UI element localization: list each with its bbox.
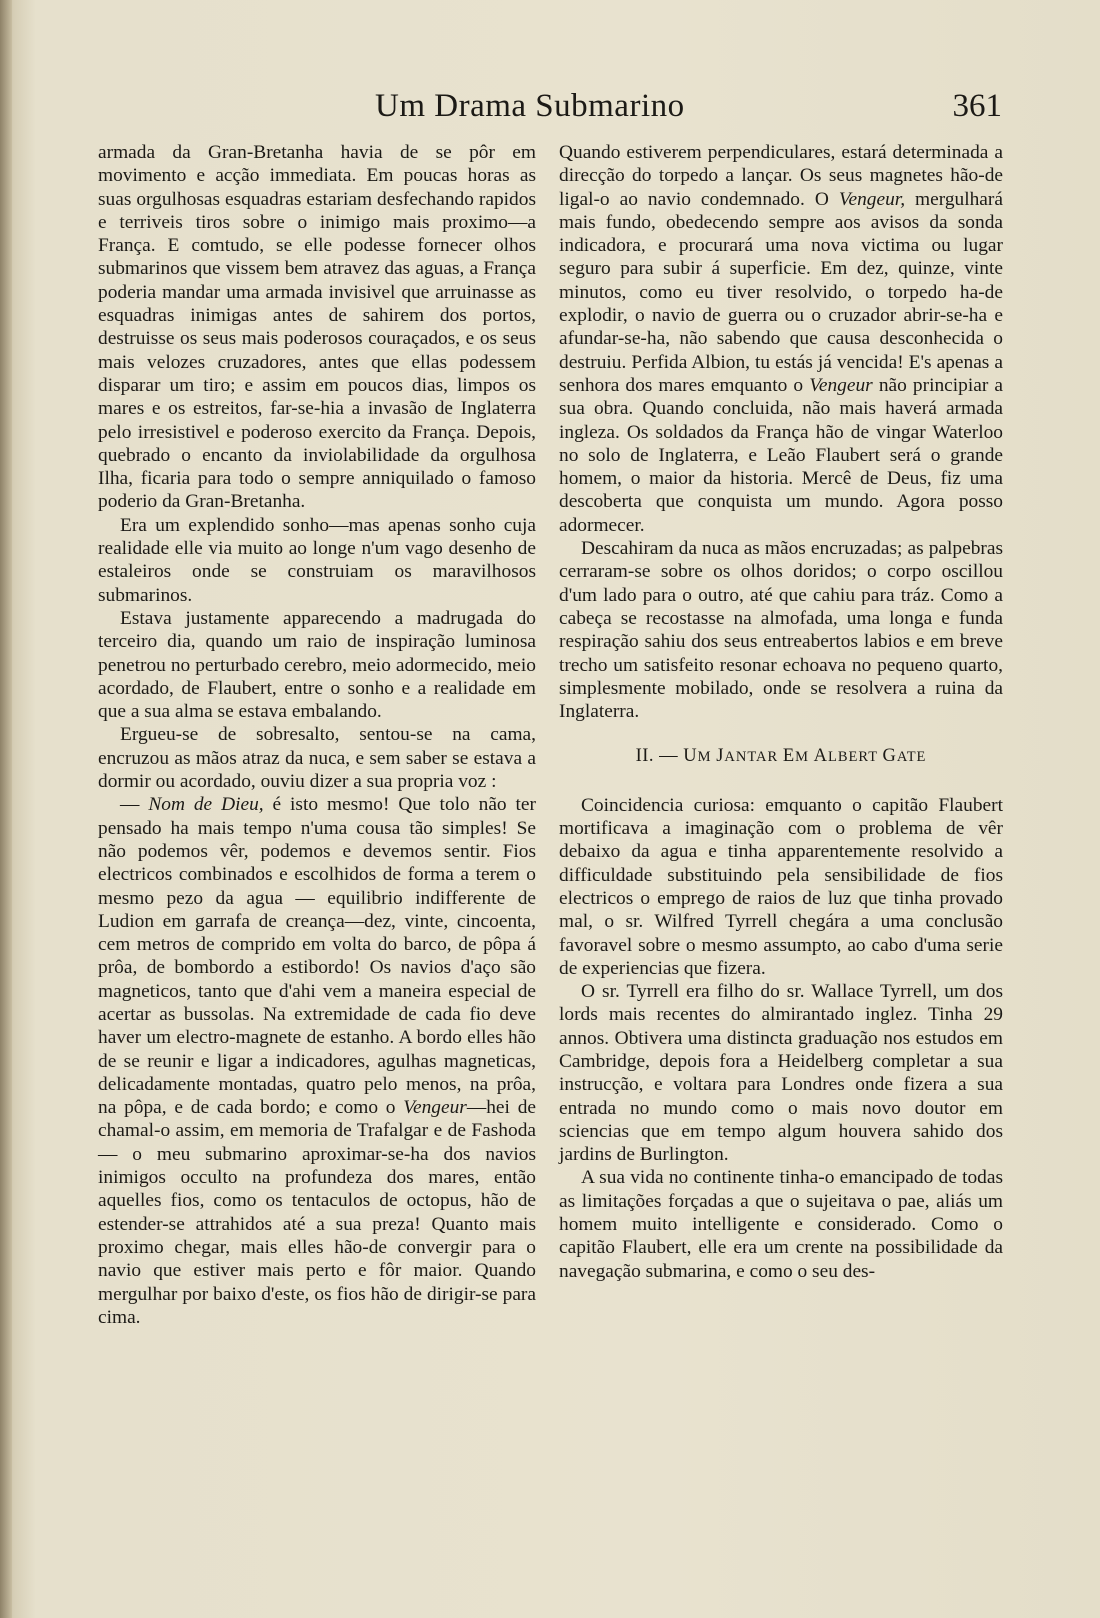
running-head [98, 88, 1002, 134]
paragraph: Descahiram da nuca as mãos encruzadas; as palpebras cerraram-se sobre os olhos doridos; o corpo oscillou d'um lado para o outro, até que cahiu para tráz. Como a cabeça se recostasse na almofada, uma longa e funda respiração sahiu dos seus entreabertos labios e em breve trecho um satisfeito resonar echoava no pequeno quarto, simplesmente mobilado, onde se resolvera a ruina da Inglaterra. [559, 538, 1003, 723]
paragraph: Estava justamente apparecendo a madrugada do terceiro dia, quando um raio de inspiração luminosa penetrou no perturbado cerebro, meio adormecido, meio acordado, de Flaubert, entre o sonho e a realidade em que a sua alma se estava embalando. [98, 607, 536, 723]
small-caps-initial: A [813, 746, 829, 767]
page-number: 361 [952, 88, 1002, 124]
paragraph [98, 793, 536, 1329]
small-caps-initial: J [716, 746, 725, 767]
right-column [559, 141, 1003, 1283]
small-caps-initial: G [882, 746, 897, 767]
italic-text: Vengeur [403, 1097, 467, 1119]
section-title: UM JANTAR EM ALBERT GATE [683, 746, 927, 767]
text-run: é isto mesmo! Que tolo não ter pensado ha mais tempo n'uma cousa tão simples! Se não podemos vêr, podemos e devemos sentir. Fios electricos combinados e escolhidos de forma a terem o mesmo pezo da agua — equilibrio indifferente de Ludion em garrafa de creança—dez, vinte, cincoenta, cem metros de comprido em volta do barco, de pôpa á prôa, de bombordo a estibordo! Os navios d'aço são magneticos, tanto que d'ahi vem a maneira especial de acertar as bussolas. Na extremidade de cada fio deve haver um electro-magnete de estanho. A bordo elles hão de se reunir e ligar a indicadores, agulhas magneticas, delicadamente montadas, quatro pelo menos, na prôa, na pôpa, e de cada bordo; e como o [98, 794, 536, 1119]
paragraph [559, 141, 1003, 537]
paragraph: A sua vida no continente tinha-o emancipado de todas as limitações forçadas a que o sujeitava o pae, aliás um homem muito intelligente e considerado. Como o capitão Flaubert, elle era um crente na possibilidade da navegação submarina, e como o seu des- [559, 1167, 1003, 1282]
paragraph: Era um explendido sonho—mas apenas sonho cuja realidade elle via muito ao longe n'um vago desenho de estaleiros onde se construiam os maravilhosos submarinos. [98, 514, 536, 606]
small-caps-initial: U [683, 746, 698, 767]
running-title: Um Drama Submarino [375, 88, 685, 124]
paragraph: armada da Gran-Bretanha havia de se pôr em movimento e acção immediata. Em poucas horas as suas orgulhosas esquadras estariam desfechando rapidos e terriveis tiros sobre o inimigo mais proximo—a França. E comtudo, se elle podesse fornecer olhos submarinos que vissem bem atravez das aguas, a França poderia mandar uma armada invisivel que arruinasse as esquadras inimigas antes de sahirem dos portos, destruisse os seus mais poderosos couraçados, e os seus mais velozes cruzadores, antes que ellas podessem disparar um tiro; e assim em poucos dias, limpos os mares e os estreitos, far-se-hia a invasão de Inglaterra pelo irresistivel e poderoso exercito da França. Depois, quebrado o encanto da inviolabilidade da orgulhosa Ilha, ficaria para todo o sempre anniquilado o famoso poderio da Gran-Bretanha. [98, 142, 536, 513]
left-column [98, 141, 536, 1329]
text-run: mergulhará mais fundo, obedecendo sempre aos avisos da sonda indicadora, e procurará uma nova victima ou lugar seguro para subir á superficie. Em dez, quinze, vinte minutos, como eu tiver resolvido, o torpedo ha-de explodir, o navio de guerra ou o cruzador abrir-se-ha e afundar-se-ha, não sabendo que causa desconhecida o destruiu. Perfida Albion, tu estás já vencida! E's apenas a senhora dos mares emquanto o [559, 188, 1003, 396]
page-spine-shadow [0, 0, 12, 1618]
section-heading [559, 745, 1003, 769]
small-caps-initial: E [782, 746, 796, 767]
italic-text: Vengeur, [838, 188, 906, 210]
text-run: não principiar a sua obra. Quando concluida, não mais haverá armada ingleza. Os soldados da França hão de vingar Waterloo no solo de Inglaterra, e Leão Flaubert será o grande homem, o maior da historia. Mercê de Deus, fiz uma descoberta que conquista um mundo. Agora posso adormecer. [559, 374, 1004, 536]
italic-text: Vengeur [809, 374, 873, 396]
paragraph: Ergueu-se de sobresalto, sentou-se na cama, encruzou as mãos atraz da nuca, e sem saber se estava a dormir ou acordado, ouviu dizer a sua propria voz : [98, 724, 536, 793]
text-run: Quando estiverem perpendiculares, estará determinada a direcção do torpedo a lançar. Os seus magnetes hão-de ligal-o ao navio condemnado. O [559, 142, 1003, 210]
text-run: — [120, 794, 149, 816]
paragraph: O sr. Tyrrell era filho do sr. Wallace Tyrrell, um dos lords mais recentes do almirantado inglez. Tinha 29 annos. Obtivera uma distincta graduação nos estudos em Cambridge, depois fora a Heidelberg completar a sua instrucção, e voltara para Londres onde fizera a sua entrada no mundo como o mais novo doutor em sciencias que em tempo algum houvera sahido dos jardins de Burlington. [559, 981, 1003, 1166]
text-run: —hei de chamal-o assim, em memoria de Trafalgar e de Fashoda — o meu submarino aproximar-se-ha dos navios inimigos occulto na profundeza dos mares, então aquelles fios, como os tentaculos de octopus, hão de estender-se attrahidos até a sua preza! Quanto mais proximo chegar, mais elles hão-de convergir para o navio que estiver mais perto e fôr maior. Quando mergulhar por baixo d'este, os fios hão de dirigir-se para cima. [98, 1097, 537, 1328]
section-number: II. — [635, 746, 679, 767]
italic-text: Nom de Dieu, [148, 794, 264, 816]
paragraph: Coincidencia curiosa: emquanto o capitão Flaubert mortificava a imaginação com o problema de vêr debaixo da agua e tinha apparentemente resolvido a difficuldade substituindo pela sensibilidade de fios electricos o emprego de raios de luz que tinha provado mal, o sr. Wilfred Tyrrell chegára a uma conclusão favoravel sobre o mesmo assumpto, ao cabo d'uma serie de experiencias que fizera. [559, 794, 1003, 979]
